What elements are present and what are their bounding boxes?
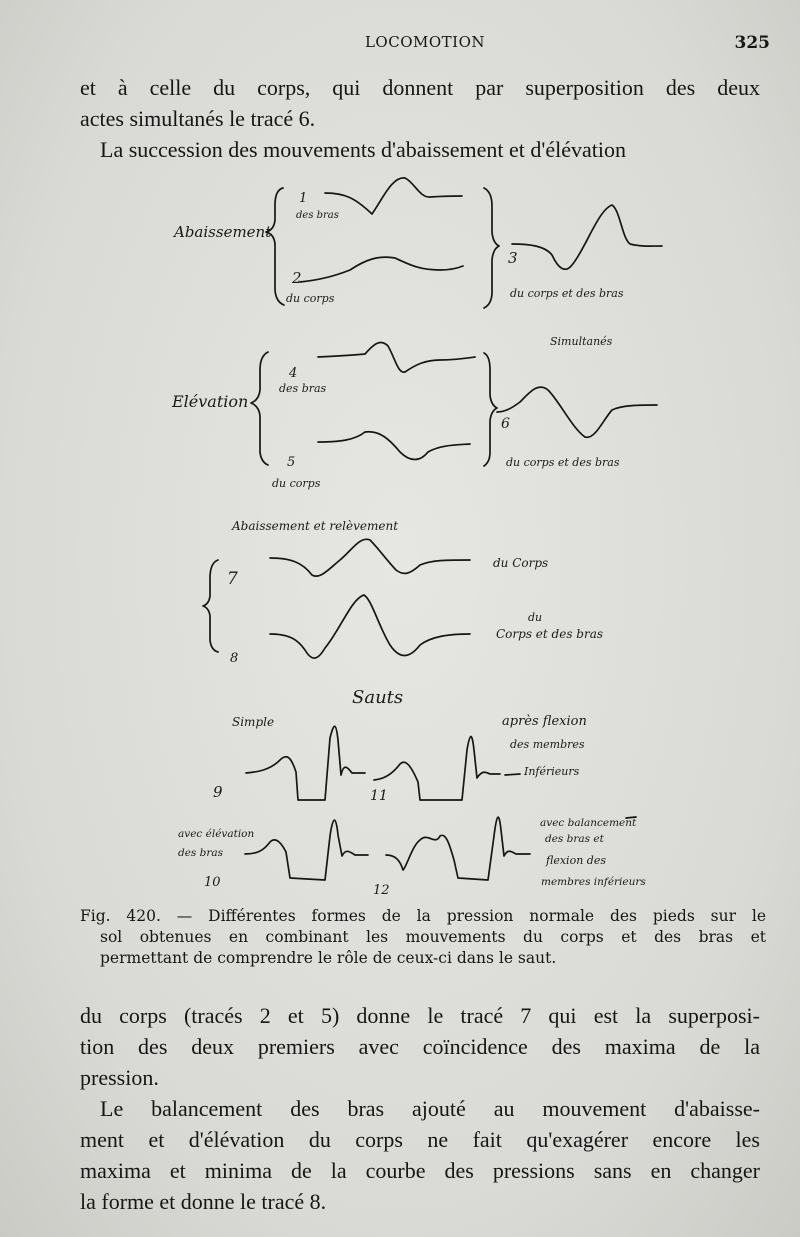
trace-11: [374, 737, 500, 801]
trace-12: [386, 817, 530, 880]
text-line: pression.: [80, 1065, 159, 1090]
label-trace-5-sub: du corps: [272, 477, 321, 490]
text-line: ment et d'élévation du corps ne fait qu'exagérer encore les: [80, 1127, 760, 1152]
right-brace-abaissement: [484, 188, 499, 308]
text-line: du corps (tracés 2 et 5) donne le tracé 7 qui est la superposi-: [80, 1003, 760, 1028]
figure-caption: [80, 906, 766, 969]
label-avec-elevation-bras: des bras: [178, 847, 224, 859]
body-text: [80, 1000, 760, 1217]
label-des-membres: des membres: [510, 738, 585, 751]
trace-10: [245, 820, 368, 880]
brace-7-8: [203, 560, 218, 652]
label-trace-8-sub-a: du: [528, 611, 543, 624]
label-trace-3: 3: [508, 249, 518, 267]
label-trace-2: 2: [292, 269, 302, 287]
text-line: maxima et minima de la courbe des pressions sans en changer: [80, 1158, 760, 1183]
text-line: Le balancement des bras ajouté au mouvement d'abaisse-: [100, 1096, 760, 1121]
label-avec-balancement: avec balancement: [540, 817, 637, 829]
label-trace-5: 5: [287, 455, 296, 470]
label-pointer: [626, 817, 636, 818]
text-line: tion des deux premiers avec coïncidence des maxima de la: [80, 1034, 760, 1059]
label-membres-inferieurs: membres inférieurs: [541, 876, 646, 888]
label-trace-3-sub: du corps et des bras: [510, 287, 624, 300]
right-brace-elevation: [484, 353, 497, 466]
label-trace-2-sub: du corps: [286, 292, 335, 305]
label-apres-flexion: après flexion: [502, 714, 587, 729]
label-abaissement-releve: Abaissement et relèvement: [232, 519, 399, 533]
label-trace-6-sub: du corps et des bras: [506, 456, 620, 469]
running-head-title: LOCOMOTION: [364, 33, 486, 51]
label-trace-1: 1: [299, 191, 308, 206]
label-trace-7-sub: du Corps: [493, 556, 549, 570]
caption-line: permettant de comprendre le rôle de ceux-ci dans le saut.: [100, 949, 557, 967]
label-trace-12: 12: [373, 883, 390, 898]
page-number: 325: [734, 33, 770, 53]
label-trace-6: 6: [501, 416, 510, 432]
trace-6: [497, 387, 657, 437]
label-avec-elevation: avec élévation: [178, 828, 255, 840]
label-pointer: [505, 774, 520, 775]
label-trace-9: 9: [213, 783, 223, 801]
label-trace-4-sub: des bras: [279, 382, 327, 395]
label-trace-8-sub-b: Corps et des bras: [496, 627, 604, 641]
trace-3: [512, 205, 662, 269]
text-line: et à celle du corps, qui donnent par superposition des deux: [80, 75, 760, 100]
trace-8: [270, 595, 470, 658]
text-line: la forme et donne le tracé 8.: [80, 1189, 327, 1214]
trace-4: [318, 342, 475, 372]
label-simultanes: Simultanés: [550, 335, 613, 348]
label-elevation: Elévation: [172, 392, 249, 411]
left-brace-elevation: [251, 352, 268, 465]
text-line: La succession des mouvements d'abaissement et d'élévation: [100, 137, 627, 162]
trace-9: [246, 726, 365, 800]
intro-text: [80, 72, 760, 165]
label-sauts: Sauts: [352, 687, 404, 708]
label-trace-10: 10: [204, 875, 221, 890]
label-trace-11: 11: [370, 788, 388, 804]
running-head: [80, 33, 770, 57]
label-trace-7: 7: [227, 569, 238, 589]
trace-7: [270, 539, 470, 576]
trace-1: [325, 178, 462, 214]
trace-2: [300, 257, 463, 282]
figure-labels: [171, 191, 646, 898]
label-abaissement: Abaissement: [174, 223, 272, 241]
caption-line: sol obtenues en combinant les mouvements du corps et des bras et: [100, 928, 766, 946]
trace-5: [318, 432, 470, 460]
caption-line: Fig. 420. — Différentes formes de la pression normale des pieds sur le: [80, 907, 766, 925]
label-flexion-des: flexion des: [546, 854, 606, 867]
label-trace-1-sub: des bras: [296, 210, 339, 221]
label-des-bras-et: des bras et: [545, 833, 604, 845]
label-trace-8: 8: [230, 651, 239, 666]
label-trace-4: 4: [289, 366, 298, 381]
left-brace-abaissement: [266, 188, 284, 305]
label-inferieurs: Inférieurs: [524, 765, 580, 778]
text-line: actes simultanés le tracé 6.: [80, 106, 316, 131]
label-simple: Simple: [232, 715, 275, 729]
